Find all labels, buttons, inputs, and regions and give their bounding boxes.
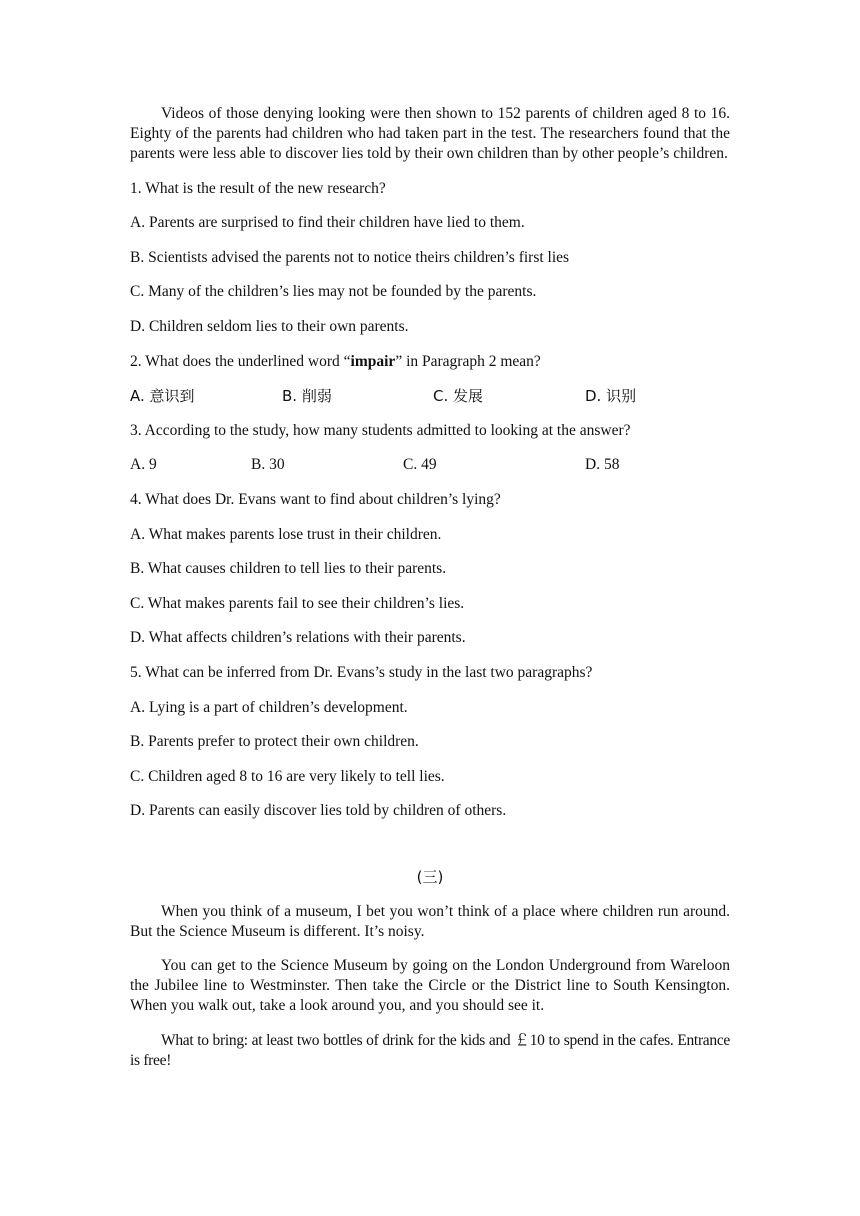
question-2-stem-before: 2. What does the underlined word “ [130, 352, 351, 370]
question-5-option-c: C. Children aged 8 to 16 are very likely to tell lies. [130, 767, 445, 785]
section-three-paragraph-2: You can get to the Science Museum by going on the London Underground from Wareloon the Jubilee line to Westminster. Then take the Circle or the District line to South Kensington. When you walk out, take a look around you, and you should see it. [130, 957, 730, 1015]
question-2-option-a: A. 意识到 [130, 387, 195, 406]
question-3-option-c: C. 49 [403, 456, 437, 474]
question-3-option-b: B. 30 [251, 456, 285, 474]
question-1-option-c: C. Many of the children’s lies may not be founded by the parents. [130, 283, 537, 301]
question-1-option-d: D. Children seldom lies to their own parents. [130, 317, 409, 335]
question-4-option-b: B. What causes children to tell lies to their parents. [130, 560, 447, 578]
question-4-option-d: D. What affects children’s relations with their parents. [130, 629, 466, 647]
question-5-stem: 5. What can be inferred from Dr. Evans’s study in the last two paragraphs? [130, 663, 593, 681]
question-4-stem: 4. What does Dr. Evans want to find about children’s lying? [130, 490, 501, 508]
passage-paragraph: Videos of those denying looking were then shown to 152 parents of children aged 8 to 16. Eighty of the parents had children who had taken part in the test. The researchers found that the parents were less able to discover lies told by their own children than by other people’s children. [130, 105, 730, 162]
question-1-option-a: A. Parents are surprised to find their children have lied to them. [130, 214, 525, 232]
section-three-title: (三) [416, 868, 444, 887]
question-2-option-b: B. 削弱 [282, 387, 332, 406]
question-1-option-b: B. Scientists advised the parents not to notice theirs children’s first lies [130, 248, 570, 266]
question-4-option-c: C. What makes parents fail to see their children’s lies. [130, 594, 465, 612]
section-three-paragraph-1: When you think of a museum, I bet you won’t think of a place where children run around. But the Science Museum is different. It’s noisy. [130, 902, 730, 940]
question-4-option-a: A. What makes parents lose trust in their children. [130, 525, 442, 543]
section-three-paragraph-3: What to bring: at least two bottles of drink for the kids and ￡10 to spend in the cafes. Entrance is free! [130, 1032, 730, 1070]
question-2-stem [130, 352, 730, 372]
question-1-stem: 1. What is the result of the new research? [130, 179, 386, 197]
question-2-options [130, 386, 730, 406]
question-5-option-a: A. Lying is a part of children’s development. [130, 698, 408, 716]
question-3-stem: 3. According to the study, how many students admitted to looking at the answer? [130, 421, 631, 439]
question-5-option-d: D. Parents can easily discover lies told by children of others. [130, 802, 507, 820]
question-2-stem-after: ” in Paragraph 2 mean? [395, 352, 541, 370]
document-page [130, 104, 730, 1071]
question-5-option-b: B. Parents prefer to protect their own children. [130, 733, 419, 751]
question-3-option-d: D. 58 [585, 456, 620, 474]
question-3-options [130, 455, 730, 475]
question-2-option-c: C. 发展 [433, 387, 484, 406]
question-2-option-d: D. 识别 [585, 387, 637, 406]
underlined-word: impair [350, 352, 396, 370]
question-3-option-a: A. 9 [130, 456, 157, 474]
